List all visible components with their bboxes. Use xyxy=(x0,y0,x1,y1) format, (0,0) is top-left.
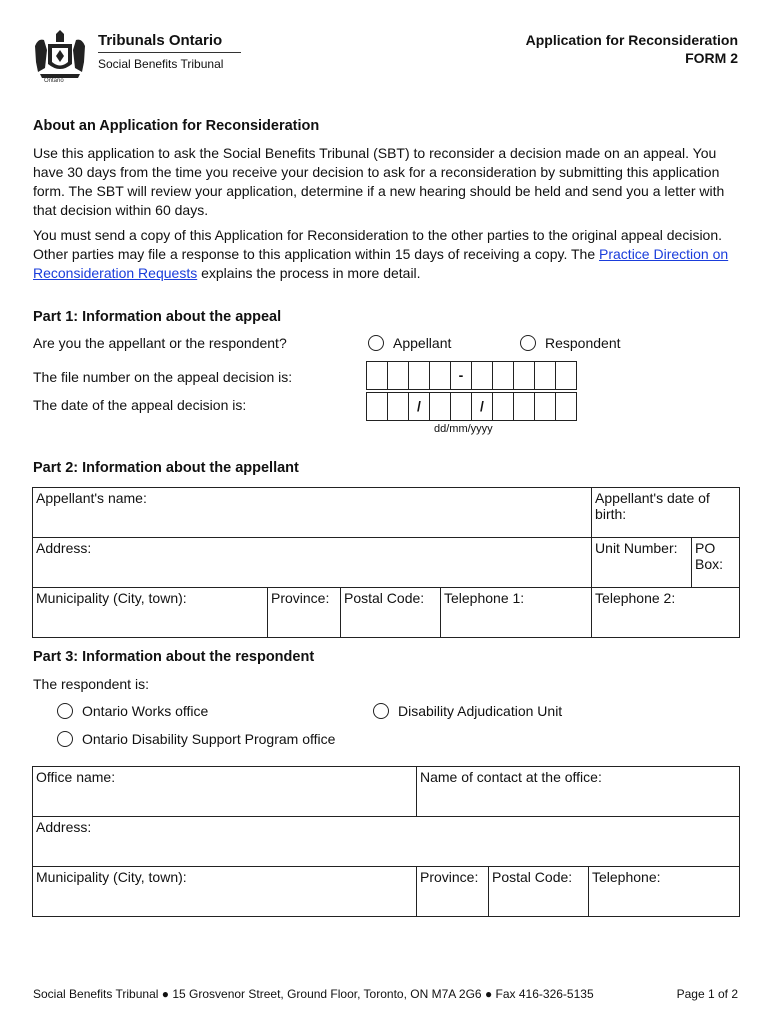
office-contact-label: Name of contact at the office: xyxy=(420,769,602,785)
appellant-tel2-field[interactable] xyxy=(592,588,740,638)
date-digit[interactable] xyxy=(450,393,471,420)
ontario-works-label: Ontario Works office xyxy=(82,703,209,719)
footer-fax: Fax 416-326-5135 xyxy=(495,987,594,1001)
appellant-pobox-label: PO Box: xyxy=(695,540,724,572)
office-name-label: Office name: xyxy=(36,769,116,785)
footer-org: Social Benefits Tribunal xyxy=(33,987,159,1001)
date-digit[interactable] xyxy=(367,393,387,420)
practice-direction-link[interactable]: Practice Direction on Reconsideration Requests xyxy=(33,246,729,281)
appellant-radio[interactable] xyxy=(368,335,384,351)
appellant-dob-label: Appellant's date of birth: xyxy=(595,490,710,522)
part3-heading: Part 3: Information about the respondent xyxy=(33,649,315,665)
appellant-municipality-field[interactable] xyxy=(33,588,268,638)
appellant-name-field[interactable] xyxy=(33,488,592,538)
respondent-radio[interactable] xyxy=(520,335,536,351)
dau-radio[interactable] xyxy=(373,703,389,719)
respondent-prompt: The respondent is: xyxy=(33,676,149,692)
file-number-digit[interactable] xyxy=(408,362,429,389)
about-paragraph-2-end: explains the process in more detail. xyxy=(197,265,421,281)
appellant-province-field[interactable] xyxy=(268,588,341,638)
appellant-label: Appellant xyxy=(393,335,452,351)
footer-address: 15 Grosvenor Street, Ground Floor, Toronto, ON M7A 2G6 xyxy=(172,987,482,1001)
date-digit[interactable] xyxy=(534,393,555,420)
date-input[interactable] xyxy=(366,392,577,421)
dau-radio-option[interactable] xyxy=(373,703,562,719)
date-separator: / xyxy=(408,393,429,420)
office-province-field[interactable] xyxy=(417,867,489,917)
appellant-name-label: Appellant's name: xyxy=(36,490,147,506)
form-title: Application for Reconsideration xyxy=(525,32,738,48)
odsp-label: Ontario Disability Support Program office xyxy=(82,731,336,747)
footer-contact xyxy=(33,987,594,1001)
form-number: FORM 2 xyxy=(685,50,738,66)
bullet-icon: ● xyxy=(484,987,496,1001)
date-label: The date of the appeal decision is: xyxy=(33,397,247,413)
office-address-field[interactable] xyxy=(33,817,740,867)
respondent-label: Respondent xyxy=(545,335,621,351)
ontario-works-radio-option[interactable] xyxy=(57,703,208,719)
office-address-label: Address: xyxy=(36,819,92,835)
appellant-dob-field[interactable] xyxy=(592,488,740,538)
appellant-postal-label: Postal Code: xyxy=(344,590,425,606)
about-heading: About an Application for Reconsideration xyxy=(33,118,320,134)
odsp-radio-option[interactable] xyxy=(57,731,335,747)
file-number-digit[interactable] xyxy=(367,362,387,389)
date-digit[interactable] xyxy=(513,393,534,420)
part2-heading: Part 2: Information about the appellant xyxy=(33,460,299,476)
file-number-digit[interactable] xyxy=(471,362,492,389)
date-digit[interactable] xyxy=(387,393,408,420)
appellant-unit-label: Unit Number: xyxy=(595,540,678,556)
office-municipality-label: Municipality (City, town): xyxy=(36,869,187,885)
appellant-tel2-label: Telephone 2: xyxy=(595,590,676,606)
about-paragraph-1: Use this application to ask the Social Benefits Tribunal (SBT) to reconsider a decision made on an appeal. You have 30 days from the time you receive your decision to ask for a reconsideration by submitting this application form. The SBT will review your application, determine if a new hearing should be held and send you a letter with that decision within 60 days. xyxy=(33,145,725,218)
about-paragraph-2 xyxy=(33,226,738,283)
office-province-label: Province: xyxy=(420,869,479,885)
part1-heading: Part 1: Information about the appeal xyxy=(33,309,282,325)
office-postal-field[interactable] xyxy=(489,867,589,917)
bullet-icon: ● xyxy=(161,987,173,1001)
date-digit[interactable] xyxy=(429,393,450,420)
form-heading xyxy=(526,31,738,67)
odsp-radio[interactable] xyxy=(57,731,73,747)
role-question: Are you the appellant or the respondent? xyxy=(33,335,287,351)
date-format-hint: dd/mm/yyyy xyxy=(434,423,493,435)
page-number: Page 1 of 2 xyxy=(676,987,738,1001)
org-subtitle: Social Benefits Tribunal xyxy=(98,57,224,71)
file-number-digit[interactable] xyxy=(492,362,513,389)
file-number-input[interactable] xyxy=(366,361,577,390)
appellant-pobox-field[interactable] xyxy=(692,538,740,588)
office-name-field[interactable] xyxy=(33,767,417,817)
file-number-digit[interactable] xyxy=(555,362,576,389)
file-number-separator: - xyxy=(450,362,471,389)
file-number-digit[interactable] xyxy=(429,362,450,389)
date-separator: / xyxy=(471,393,492,420)
file-number-digit[interactable] xyxy=(534,362,555,389)
org-name: Tribunals Ontario xyxy=(98,32,223,49)
appellant-province-label: Province: xyxy=(271,590,330,606)
appellant-municipality-label: Municipality (City, town): xyxy=(36,590,187,606)
date-digit[interactable] xyxy=(555,393,576,420)
header-divider xyxy=(98,52,241,53)
respondent-radio-option[interactable] xyxy=(520,335,621,351)
dau-label: Disability Adjudication Unit xyxy=(398,703,563,719)
appellant-unit-field[interactable] xyxy=(592,538,692,588)
about-paragraph-2-text: You must send a copy of this Application for Reconsideration to the other parties to the original appeal decision. Other parties may file a response to this application within 15 days of receiving a copy. The xyxy=(33,227,723,262)
office-telephone-label: Telephone: xyxy=(592,869,661,885)
file-number-digit[interactable] xyxy=(513,362,534,389)
file-number-digit[interactable] xyxy=(387,362,408,389)
appellant-radio-option[interactable] xyxy=(368,335,451,351)
appellant-tel1-field[interactable] xyxy=(441,588,592,638)
office-municipality-field[interactable] xyxy=(33,867,417,917)
office-telephone-field[interactable] xyxy=(589,867,740,917)
appellant-address-field[interactable] xyxy=(33,538,592,588)
appellant-tel1-label: Telephone 1: xyxy=(444,590,525,606)
file-number-label: The file number on the appeal decision is: xyxy=(33,369,293,385)
appellant-info-table xyxy=(32,487,740,638)
appellant-address-label: Address: xyxy=(36,540,92,556)
date-digit[interactable] xyxy=(492,393,513,420)
logo-caption: Ontario xyxy=(44,78,64,84)
office-contact-field[interactable] xyxy=(417,767,740,817)
appellant-postal-field[interactable] xyxy=(341,588,441,638)
office-postal-label: Postal Code: xyxy=(492,869,573,885)
ontario-works-radio[interactable] xyxy=(57,703,73,719)
respondent-info-table xyxy=(32,766,740,917)
